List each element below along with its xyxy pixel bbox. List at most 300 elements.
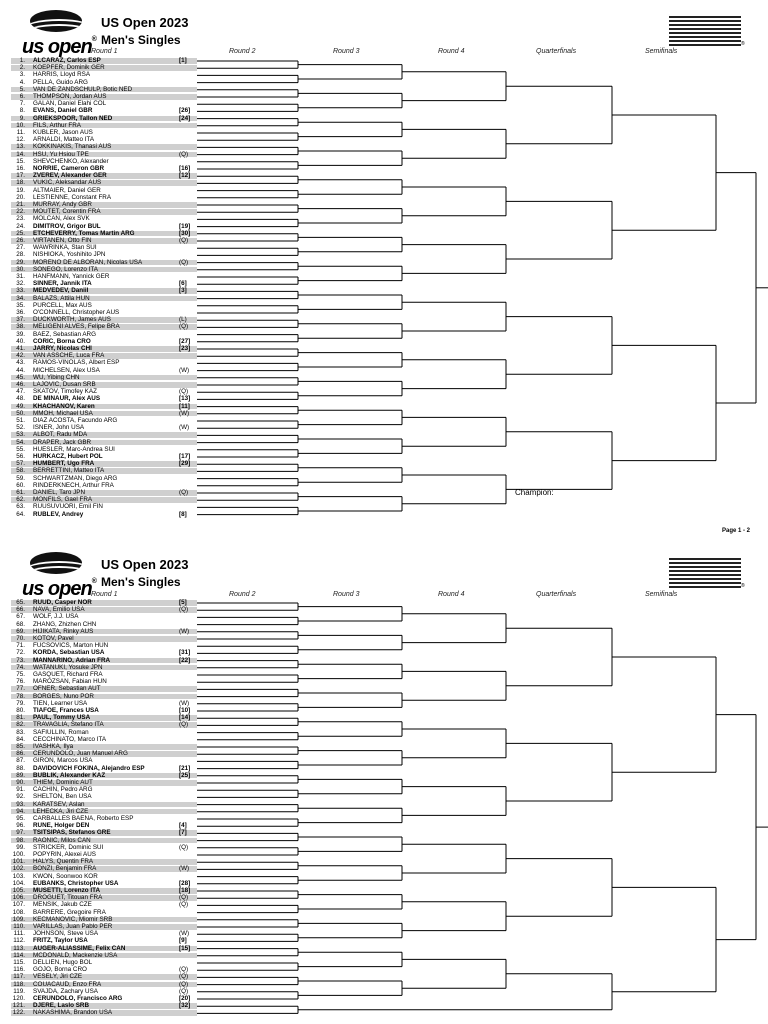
player-name: GIRON, Marcos USA bbox=[33, 757, 93, 765]
player-number: 55. bbox=[16, 445, 25, 453]
player-number: 120. bbox=[12, 995, 25, 1002]
player-number: 2. bbox=[19, 64, 25, 72]
player-number: 41. bbox=[16, 345, 25, 352]
player-name: BAEZ, Sebastian ARG bbox=[33, 330, 96, 338]
player-number: 83. bbox=[16, 728, 25, 736]
player-name: ZVEREV, Alexander GER bbox=[33, 172, 107, 180]
player-name: THOMPSON, Jordan AUS bbox=[33, 93, 107, 100]
player-number: 108. bbox=[12, 908, 25, 916]
player-seed: [7] bbox=[179, 829, 187, 837]
player-name: HUMBERT, Ugo FRA bbox=[33, 460, 95, 468]
page-number: Page 1 - 2 bbox=[722, 528, 751, 534]
player-name: KORDA, Sebastian USA bbox=[33, 649, 105, 657]
player-name: MONFILS, Gael FRA bbox=[33, 496, 93, 504]
player-name: WAWRINKA, Stan SUI bbox=[33, 244, 97, 252]
player-number: 75. bbox=[16, 671, 25, 678]
event-title: US Open 2023 bbox=[101, 557, 189, 572]
player-seed: [30] bbox=[179, 229, 191, 237]
player-number: 4. bbox=[19, 78, 25, 86]
player-number: 121. bbox=[12, 1002, 25, 1010]
player-number: 89. bbox=[16, 771, 25, 779]
player-number: 33. bbox=[16, 287, 25, 295]
player-name: BUBLIK, Alexander KAZ bbox=[33, 771, 106, 779]
player-seed: [17] bbox=[179, 453, 191, 460]
player-name: HSU, Yu Hsiou TPE bbox=[33, 150, 89, 158]
player-seed: [10] bbox=[179, 707, 191, 714]
player-name: RUUSUVUORI, Emil FIN bbox=[33, 503, 103, 511]
player-number: 35. bbox=[16, 301, 25, 309]
player-name: GOJO, Borna CRO bbox=[33, 966, 87, 974]
player-name: SHEVCHENKO, Alexander bbox=[33, 157, 109, 165]
player-name: CACHIN, Pedro ARG bbox=[33, 786, 93, 794]
player-number: 80. bbox=[16, 707, 25, 714]
player-seed: [22] bbox=[179, 656, 191, 664]
player-name: WOLF, J.J. USA bbox=[33, 613, 79, 621]
player-name: KARATSEV, Aslan bbox=[33, 800, 85, 808]
player-name: VARILLAS, Juan Pablo PER bbox=[33, 923, 113, 930]
player-number: 56. bbox=[16, 453, 25, 460]
player-name: BERRETTINI, Matteo ITA bbox=[33, 467, 105, 475]
player-name: VUKIC, Aleksandar AUS bbox=[33, 179, 102, 187]
player-number: 22. bbox=[16, 208, 25, 216]
player-name: MOUTET, Corentin FRA bbox=[33, 208, 101, 216]
player-number: 65. bbox=[16, 599, 25, 606]
player-seed: [21] bbox=[179, 764, 191, 772]
round-header: Round 2 bbox=[229, 48, 256, 55]
player-seed: (Q) bbox=[179, 973, 189, 981]
player-name: DIMITROV, Grigor BUL bbox=[33, 222, 101, 230]
player-name: SCHWARTZMAN, Diego ARG bbox=[33, 474, 118, 482]
round-header: Round 3 bbox=[333, 48, 360, 55]
player-name: SVAJDA, Zachary USA bbox=[33, 987, 98, 995]
player-name: DROGUET, Titouan FRA bbox=[33, 894, 103, 902]
player-number: 114. bbox=[13, 951, 25, 959]
player-number: 31. bbox=[16, 273, 25, 280]
player-name: DELLIEN, Hugo BOL bbox=[33, 959, 93, 966]
player-number: 1. bbox=[19, 57, 25, 64]
ibm-reg-mark: ® bbox=[741, 583, 745, 589]
player-number: 17. bbox=[16, 172, 25, 180]
bracket-lines bbox=[0, 542, 768, 1024]
player-seed: [3] bbox=[179, 287, 187, 295]
player-name: PURCELL, Max AUS bbox=[33, 301, 92, 309]
player-number: 101. bbox=[12, 858, 25, 866]
player-seed: [9] bbox=[179, 937, 187, 945]
player-number: 20. bbox=[16, 193, 25, 201]
player-number: 45. bbox=[16, 373, 25, 381]
player-number: 38. bbox=[16, 323, 25, 331]
player-number: 118. bbox=[13, 980, 25, 988]
player-seed: [23] bbox=[179, 345, 191, 352]
player-name: ETCHEVERRY, Tomas Martin ARG bbox=[33, 229, 135, 237]
player-seed: [24] bbox=[179, 114, 191, 122]
player-name: HIJIKATA, Rinky AUS bbox=[33, 627, 94, 635]
player-number: 8. bbox=[19, 107, 25, 115]
player-seed: (Q) bbox=[179, 721, 189, 729]
player-name: TIEN, Learner USA bbox=[33, 699, 88, 707]
player-name: OFNER, Sebastian AUT bbox=[33, 685, 101, 693]
player-name: MICHELSEN, Alex USA bbox=[33, 366, 100, 374]
player-number: 94. bbox=[16, 807, 25, 815]
player-name: HUESLER, Marc-Andrea SUI bbox=[33, 445, 115, 453]
player-name: PELLA, Guido ARG bbox=[33, 78, 88, 86]
player-seed: (Q) bbox=[179, 489, 189, 496]
player-number: 97. bbox=[16, 829, 25, 837]
player-number: 93. bbox=[16, 800, 25, 808]
player-name: RUUD, Casper NOR bbox=[33, 599, 92, 606]
player-seed: (Q) bbox=[179, 980, 189, 988]
player-number: 30. bbox=[16, 265, 25, 273]
player-name: THIEM, Dominic AUT bbox=[33, 779, 93, 786]
player-name: KOEPFER, Dominik GER bbox=[33, 64, 105, 72]
player-number: 70. bbox=[16, 635, 25, 642]
player-name: GASQUET, Richard FRA bbox=[33, 671, 103, 678]
player-number: 51. bbox=[16, 417, 25, 424]
player-seed: [19] bbox=[179, 222, 191, 230]
player-seed: [18] bbox=[179, 887, 191, 894]
player-number: 19. bbox=[16, 186, 25, 194]
player-number: 47. bbox=[16, 388, 25, 396]
player-seed: (W) bbox=[179, 366, 190, 374]
player-name: RAONIC, Milos CAN bbox=[33, 836, 91, 844]
player-seed: (Q) bbox=[179, 966, 189, 974]
player-seed: [5] bbox=[179, 599, 187, 606]
player-name: MORENO DE ALBORAN, Nicolas USA bbox=[33, 258, 143, 266]
player-name: CORIC, Borna CRO bbox=[33, 337, 91, 345]
player-seed: (Q) bbox=[179, 150, 189, 158]
player-number: 96. bbox=[16, 822, 25, 830]
player-number: 77. bbox=[16, 685, 25, 693]
player-name: IVASHKA, Ilya bbox=[33, 743, 74, 750]
player-number: 50. bbox=[16, 409, 25, 417]
player-name: WU, Yibing CHN bbox=[33, 373, 80, 381]
player-number: 69. bbox=[16, 627, 25, 635]
player-number: 42. bbox=[16, 352, 25, 360]
player-number: 37. bbox=[16, 316, 25, 324]
player-number: 15. bbox=[16, 157, 25, 165]
player-name: VAN DE ZANDSCHULP, Botic NED bbox=[33, 85, 133, 93]
player-number: 90. bbox=[16, 779, 25, 786]
player-name: MMOH, Michael USA bbox=[33, 409, 93, 417]
player-name: JARRY, Nicolas CHI bbox=[33, 345, 92, 352]
player-name: CERUNDOLO, Juan Manuel ARG bbox=[33, 750, 128, 758]
player-name: PAUL, Tommy USA bbox=[33, 714, 91, 722]
player-name: VIRTANEN, Otto FIN bbox=[33, 237, 92, 244]
player-seed: (L) bbox=[179, 316, 187, 324]
player-number: 24. bbox=[16, 222, 25, 230]
player-number: 59. bbox=[16, 474, 25, 482]
player-name: MENSIK, Jakub CZE bbox=[33, 901, 92, 909]
player-number: 66. bbox=[16, 606, 25, 614]
player-seed: (Q) bbox=[179, 258, 189, 266]
player-number: 91. bbox=[16, 786, 25, 794]
player-number: 28. bbox=[16, 251, 25, 259]
player-name: LAJOVIC, Dusan SRB bbox=[33, 381, 96, 388]
player-seed: [12] bbox=[179, 172, 191, 180]
player-name: BORGES, Nuno POR bbox=[33, 692, 94, 700]
player-number: 34. bbox=[16, 294, 25, 302]
player-number: 113. bbox=[13, 944, 25, 952]
player-number: 12. bbox=[16, 136, 25, 144]
player-name: CERUNDOLO, Francisco ARG bbox=[33, 995, 123, 1002]
player-number: 52. bbox=[16, 424, 25, 432]
player-name: O'CONNELL, Christopher AUS bbox=[33, 309, 120, 316]
player-seed: [27] bbox=[179, 337, 191, 345]
player-name: SINNER, Jannik ITA bbox=[33, 280, 92, 288]
player-seed: [8] bbox=[179, 510, 187, 518]
player-number: 99. bbox=[16, 843, 25, 851]
player-name: EVANS, Daniel GBR bbox=[33, 107, 93, 115]
player-number: 88. bbox=[16, 764, 25, 772]
round-header: Round 3 bbox=[333, 591, 360, 598]
player-name: SKATOV, Timofey KAZ bbox=[33, 388, 97, 396]
player-seed: [29] bbox=[179, 460, 191, 468]
player-number: 5. bbox=[19, 85, 25, 93]
player-number: 25. bbox=[16, 229, 25, 237]
player-number: 14. bbox=[16, 150, 25, 158]
player-number: 103. bbox=[12, 872, 25, 880]
player-number: 104. bbox=[12, 879, 25, 887]
draw-page-2 bbox=[0, 542, 768, 1024]
player-name: MAROZSAN, Fabian HUN bbox=[33, 678, 107, 686]
player-name: BONZI, Benjamin FRA bbox=[33, 865, 97, 873]
player-name: BARRERE, Gregoire FRA bbox=[33, 908, 106, 916]
player-seed: [1] bbox=[179, 57, 187, 64]
round-header: Quarterfinals bbox=[536, 48, 577, 55]
player-number: 10. bbox=[16, 121, 25, 129]
player-seed: (W) bbox=[179, 627, 190, 635]
ibm-reg-mark: ® bbox=[741, 41, 745, 47]
player-number: 84. bbox=[16, 735, 25, 743]
player-name: DAVIDOVICH FOKINA, Alejandro ESP bbox=[33, 764, 145, 772]
player-number: 72. bbox=[16, 649, 25, 657]
player-number: 26. bbox=[16, 237, 25, 244]
player-name: TRAVAGLIA, Stefano ITA bbox=[33, 721, 104, 729]
player-number: 109. bbox=[12, 915, 25, 923]
player-name: DJERE, Laslo SRB bbox=[33, 1002, 89, 1010]
player-name: NAVA, Emilio USA bbox=[33, 606, 85, 614]
player-number: 122. bbox=[12, 1009, 25, 1017]
player-name: LEHECKA, Jiri CZE bbox=[33, 807, 89, 815]
player-number: 44. bbox=[16, 366, 25, 374]
player-name: MOLCAN, Alex SVK bbox=[33, 215, 90, 223]
player-name: FUCSOVICS, Marton HUN bbox=[33, 642, 109, 650]
player-number: 9. bbox=[19, 114, 25, 122]
player-name: KOKKINAKIS, Thanasi AUS bbox=[33, 143, 112, 151]
player-name: SONEGO, Lorenzo ITA bbox=[33, 265, 98, 273]
player-name: MUSETTI, Lorenzo ITA bbox=[33, 887, 101, 894]
round-header: Round 4 bbox=[438, 591, 465, 598]
player-name: ALCARAZ, Carlos ESP bbox=[33, 57, 101, 64]
player-name: BALAZS, Attila HUN bbox=[33, 294, 90, 302]
player-number: 68. bbox=[16, 620, 25, 628]
player-name: EUBANKS, Christopher USA bbox=[33, 879, 119, 887]
player-seed: (Q) bbox=[179, 843, 189, 851]
player-name: MELIGENI ALVES, Felipe BRA bbox=[33, 323, 120, 331]
player-name: AUGER-ALIASSIME, Felix CAN bbox=[33, 944, 126, 952]
event-subtitle: Men's Singles bbox=[101, 33, 181, 47]
player-number: 98. bbox=[16, 836, 25, 844]
player-name: DRAPER, Jack GBR bbox=[33, 438, 92, 446]
us-open-wordmark: us open® bbox=[22, 578, 96, 600]
player-name: NORRIE, Cameron GBR bbox=[33, 165, 105, 172]
player-name: HARRIS, Lloyd RSA bbox=[33, 71, 91, 79]
player-name: MANNARINO, Adrian FRA bbox=[33, 656, 111, 664]
player-name: FILS, Arthur FRA bbox=[33, 121, 81, 129]
player-seed: (Q) bbox=[179, 237, 189, 244]
player-name: CARBALLES BAENA, Roberto ESP bbox=[33, 815, 134, 822]
round-header: Semifinals bbox=[645, 591, 678, 598]
player-name: KECMANOVIC, Miomir SRB bbox=[33, 915, 113, 923]
player-name: MCDONALD, Mackenzie USA bbox=[33, 951, 118, 959]
player-seed: (W) bbox=[179, 865, 190, 873]
player-number: 61. bbox=[16, 489, 25, 496]
player-number: 3. bbox=[19, 71, 25, 79]
player-name: ALBOT, Radu MDA bbox=[33, 431, 88, 439]
player-number: 18. bbox=[16, 179, 25, 187]
player-name: NISHIOKA, Yoshihito JPN bbox=[33, 251, 106, 259]
player-seed: (W) bbox=[179, 409, 190, 417]
round-header: Round 1 bbox=[91, 591, 118, 598]
round-header: Round 4 bbox=[438, 48, 465, 55]
player-seed: [28] bbox=[179, 879, 191, 887]
player-name: RUBLEV, Andrey bbox=[33, 510, 84, 518]
round-header: Semifinals bbox=[645, 48, 678, 55]
player-name: FRITZ, Taylor USA bbox=[33, 937, 88, 945]
player-number: 73. bbox=[16, 656, 25, 664]
player-name: STRICKER, Dominic SUI bbox=[33, 843, 104, 851]
player-name: DIAZ ACOSTA, Facundo ARG bbox=[33, 417, 118, 424]
player-seed: (Q) bbox=[179, 606, 189, 614]
us-open-wordmark: us open® bbox=[22, 36, 96, 58]
player-number: 105. bbox=[12, 887, 25, 894]
champion-label: Champion: bbox=[515, 488, 554, 497]
player-name: TSITSIPAS, Stefanos GRE bbox=[33, 829, 111, 837]
player-number: 119. bbox=[13, 987, 25, 995]
player-number: 48. bbox=[16, 395, 25, 403]
player-seed: [15] bbox=[179, 944, 191, 952]
player-number: 112. bbox=[13, 937, 25, 945]
player-number: 29. bbox=[16, 258, 25, 266]
player-seed: [20] bbox=[179, 995, 191, 1002]
player-number: 111. bbox=[13, 930, 25, 938]
player-seed: [4] bbox=[179, 822, 187, 830]
player-seed: (Q) bbox=[179, 388, 189, 396]
player-name: HANFMANN, Yannick GER bbox=[33, 273, 110, 280]
player-number: 85. bbox=[16, 743, 25, 750]
player-name: RINDERKNECH, Arthur FRA bbox=[33, 481, 114, 489]
player-name: VESELY, Jiri CZE bbox=[33, 973, 83, 981]
player-name: KOTOV, Pavel bbox=[33, 635, 74, 642]
player-name: WATANUKI, Yosuke JPN bbox=[33, 663, 103, 671]
player-number: 7. bbox=[19, 100, 25, 108]
player-number: 43. bbox=[16, 359, 25, 367]
player-name: GALAN, Daniel Elahi COL bbox=[33, 100, 107, 108]
player-name: COUACAUD, Enzo FRA bbox=[33, 980, 102, 988]
player-number: 117. bbox=[13, 973, 25, 981]
player-number: 46. bbox=[16, 381, 25, 388]
player-number: 100. bbox=[12, 851, 25, 858]
player-number: 32. bbox=[16, 280, 25, 288]
player-name: MEDVEDEV, Daniil bbox=[33, 287, 89, 295]
player-seed: [13] bbox=[179, 395, 191, 403]
player-number: 21. bbox=[16, 201, 25, 208]
player-number: 71. bbox=[16, 642, 25, 650]
player-number: 92. bbox=[16, 793, 25, 801]
player-name: SAFIULLIN, Roman bbox=[33, 728, 89, 736]
player-seed: (W) bbox=[179, 424, 190, 432]
player-number: 64. bbox=[16, 510, 25, 518]
player-number: 11. bbox=[16, 129, 25, 136]
player-name: KUBLER, Jason AUS bbox=[33, 129, 93, 136]
player-number: 106. bbox=[12, 894, 25, 902]
player-number: 79. bbox=[16, 699, 25, 707]
event-subtitle: Men's Singles bbox=[101, 575, 181, 589]
player-seed: [16] bbox=[179, 165, 191, 172]
player-number: 63. bbox=[16, 503, 25, 511]
player-seed: [6] bbox=[179, 280, 187, 288]
player-number: 6. bbox=[19, 93, 25, 100]
player-number: 95. bbox=[16, 815, 25, 822]
round-header: Round 2 bbox=[229, 591, 256, 598]
player-number: 58. bbox=[16, 467, 25, 475]
player-seed: (Q) bbox=[179, 901, 189, 909]
player-name: POPYRIN, Alexei AUS bbox=[33, 851, 96, 858]
player-seed: (W) bbox=[179, 699, 190, 707]
player-name: DUCKWORTH, James AUS bbox=[33, 316, 111, 324]
player-name: JOHNSON, Steve USA bbox=[33, 930, 99, 938]
player-number: 74. bbox=[16, 663, 25, 671]
player-number: 116. bbox=[13, 966, 25, 974]
player-seed: [31] bbox=[179, 649, 191, 657]
player-number: 78. bbox=[16, 692, 25, 700]
round-header: Round 1 bbox=[91, 48, 118, 55]
player-name: DANIEL, Taro JPN bbox=[33, 489, 86, 496]
player-name: KHACHANOV, Karen bbox=[33, 402, 95, 410]
player-number: 57. bbox=[16, 460, 25, 468]
player-number: 60. bbox=[16, 481, 25, 489]
player-number: 107. bbox=[12, 901, 25, 909]
round-header: Quarterfinals bbox=[536, 591, 577, 598]
player-number: 53. bbox=[16, 431, 25, 439]
player-number: 82. bbox=[16, 721, 25, 729]
player-seed: [11] bbox=[179, 402, 190, 410]
player-name: CECCHINATO, Marco ITA bbox=[33, 735, 107, 743]
player-number: 102. bbox=[12, 865, 25, 873]
player-number: 110. bbox=[13, 923, 25, 930]
player-seed: (W) bbox=[179, 930, 190, 938]
player-number: 86. bbox=[16, 750, 25, 758]
player-name: MURRAY, Andy GBR bbox=[33, 201, 92, 208]
player-name: RAMOS-VINOLAS, Albert ESP bbox=[33, 359, 120, 367]
player-name: ZHANG, Zhizhen CHN bbox=[33, 620, 97, 628]
player-name: RUNE, Holger DEN bbox=[33, 822, 90, 830]
player-name: HALYS, Quentin FRA bbox=[33, 858, 94, 866]
player-seed: [14] bbox=[179, 714, 191, 722]
player-number: 39. bbox=[16, 330, 25, 338]
player-seed: (Q) bbox=[179, 894, 189, 902]
player-number: 62. bbox=[16, 496, 25, 504]
player-number: 16. bbox=[16, 165, 25, 172]
player-name: HURKACZ, Hubert POL bbox=[33, 453, 103, 460]
player-seed: [26] bbox=[179, 107, 191, 115]
player-name: ARNALDI, Matteo ITA bbox=[33, 136, 95, 144]
player-number: 54. bbox=[16, 438, 25, 446]
player-number: 81. bbox=[16, 714, 25, 722]
player-name: GRIEKSPOOR, Tallon NED bbox=[33, 114, 113, 122]
player-number: 67. bbox=[16, 613, 25, 621]
player-name: ISNER, John USA bbox=[33, 424, 85, 432]
